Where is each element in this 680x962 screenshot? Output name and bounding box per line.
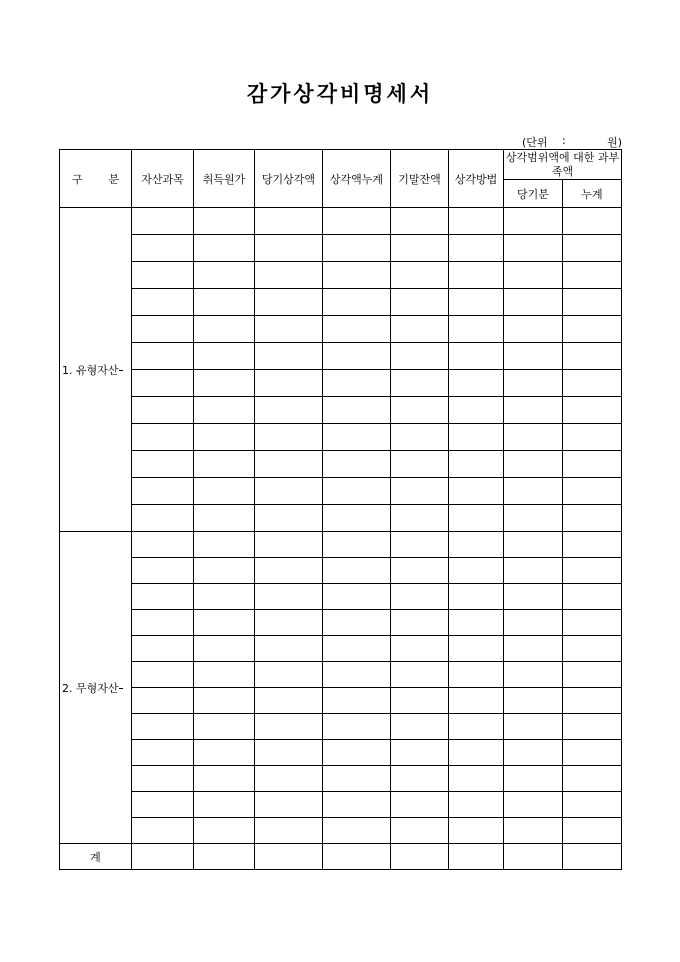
table-cell[interactable]	[255, 636, 323, 662]
page-title: 감가상각비명세서	[246, 81, 434, 106]
table-cell[interactable]	[323, 662, 391, 688]
table-cell[interactable]	[255, 688, 323, 714]
table-cell[interactable]	[194, 424, 255, 451]
table-cell[interactable]	[449, 289, 504, 316]
table-cell[interactable]	[255, 424, 323, 451]
header-excess-group: 상각범위액에 대한 과부족액	[504, 150, 622, 180]
table-cell[interactable]	[449, 792, 504, 818]
table-cell[interactable]	[132, 505, 194, 532]
table-row	[60, 478, 622, 505]
table-cell[interactable]	[255, 610, 323, 636]
table-row	[60, 505, 622, 532]
table-cell[interactable]	[504, 662, 563, 688]
table-cell[interactable]	[391, 662, 449, 688]
table-cell[interactable]	[323, 818, 391, 844]
table-cell[interactable]	[449, 505, 504, 532]
table-cell[interactable]	[504, 397, 563, 424]
table-cell[interactable]	[255, 792, 323, 818]
table-cell[interactable]	[132, 424, 194, 451]
table-cell[interactable]	[255, 451, 323, 478]
table-row	[60, 424, 622, 451]
table-cell[interactable]	[504, 532, 563, 558]
table-cell[interactable]	[391, 558, 449, 584]
table-cell[interactable]	[323, 397, 391, 424]
table-cell[interactable]	[449, 584, 504, 610]
table-cell[interactable]	[323, 610, 391, 636]
table-cell[interactable]	[323, 424, 391, 451]
unit-close: 원)	[607, 136, 622, 149]
table-cell[interactable]	[391, 451, 449, 478]
table-cell[interactable]	[449, 424, 504, 451]
table-body	[60, 208, 622, 870]
table-cell[interactable]	[132, 451, 194, 478]
table-cell[interactable]	[132, 532, 194, 558]
table-row	[60, 208, 622, 235]
table-cell[interactable]	[255, 818, 323, 844]
table-cell[interactable]	[391, 532, 449, 558]
table-cell[interactable]	[563, 662, 622, 688]
table-cell[interactable]	[194, 662, 255, 688]
total-row	[60, 844, 622, 870]
header-gubun	[60, 150, 132, 208]
table-cell[interactable]	[563, 316, 622, 343]
table-cell[interactable]	[563, 610, 622, 636]
table-cell[interactable]	[563, 235, 622, 262]
section-label-cell	[60, 532, 132, 844]
table-cell[interactable]	[132, 844, 194, 870]
table-cell[interactable]	[323, 451, 391, 478]
table-cell[interactable]	[449, 610, 504, 636]
table-cell[interactable]	[194, 235, 255, 262]
table-cell[interactable]	[194, 688, 255, 714]
table-cell[interactable]	[255, 584, 323, 610]
table-cell[interactable]	[194, 610, 255, 636]
table-cell[interactable]	[132, 662, 194, 688]
table-cell[interactable]	[391, 397, 449, 424]
table-cell[interactable]	[449, 370, 504, 397]
unit-open: (단위	[522, 136, 548, 149]
table-cell[interactable]	[563, 766, 622, 792]
table-cell[interactable]	[504, 688, 563, 714]
table-cell[interactable]	[255, 766, 323, 792]
table-row	[60, 584, 622, 610]
table-cell[interactable]	[391, 636, 449, 662]
table-cell[interactable]	[449, 532, 504, 558]
table-cell[interactable]	[391, 584, 449, 610]
table-cell[interactable]	[391, 316, 449, 343]
table-cell[interactable]	[194, 818, 255, 844]
table-cell[interactable]	[255, 505, 323, 532]
table-cell[interactable]	[563, 532, 622, 558]
table-cell[interactable]	[323, 636, 391, 662]
table-cell[interactable]	[132, 688, 194, 714]
table-cell[interactable]	[504, 792, 563, 818]
table-cell[interactable]	[504, 610, 563, 636]
table-cell[interactable]	[391, 792, 449, 818]
table-cell[interactable]	[504, 844, 563, 870]
table-cell[interactable]	[391, 610, 449, 636]
table-cell[interactable]	[449, 478, 504, 505]
table-cell[interactable]	[132, 558, 194, 584]
table-cell[interactable]	[504, 370, 563, 397]
table-cell[interactable]	[563, 792, 622, 818]
table-cell[interactable]	[255, 844, 323, 870]
table-row	[60, 610, 622, 636]
section-label: 2. 무형자산	[62, 681, 119, 695]
table-cell[interactable]	[132, 289, 194, 316]
table-cell[interactable]	[132, 818, 194, 844]
table-row	[60, 688, 622, 714]
table-cell[interactable]	[323, 370, 391, 397]
table-cell[interactable]	[449, 343, 504, 370]
table-cell[interactable]	[194, 636, 255, 662]
table-cell[interactable]	[132, 740, 194, 766]
table-cell[interactable]	[255, 662, 323, 688]
table-cell[interactable]	[132, 478, 194, 505]
table-cell[interactable]	[563, 636, 622, 662]
table-cell[interactable]	[194, 316, 255, 343]
table-cell[interactable]	[449, 662, 504, 688]
table-cell[interactable]	[255, 740, 323, 766]
header-accumulated-depreciation: 상각액누계	[323, 150, 391, 208]
table-cell[interactable]	[132, 792, 194, 818]
table-cell[interactable]	[449, 818, 504, 844]
table-cell[interactable]	[323, 558, 391, 584]
table-cell[interactable]	[255, 532, 323, 558]
header-excess-cumulative: 누계	[563, 180, 622, 208]
table-cell[interactable]	[449, 316, 504, 343]
table-cell[interactable]	[449, 636, 504, 662]
table-cell[interactable]	[194, 343, 255, 370]
table-cell[interactable]	[194, 584, 255, 610]
table-cell[interactable]	[449, 235, 504, 262]
header-account: 자산과목	[132, 150, 194, 208]
table-cell[interactable]	[563, 208, 622, 235]
table-cell[interactable]	[504, 451, 563, 478]
table-row	[60, 397, 622, 424]
table-row	[60, 636, 622, 662]
table-cell[interactable]	[194, 766, 255, 792]
table-cell[interactable]	[132, 316, 194, 343]
table-cell[interactable]	[132, 208, 194, 235]
table-row	[60, 451, 622, 478]
table-cell[interactable]	[563, 451, 622, 478]
table-cell[interactable]	[391, 235, 449, 262]
table-cell[interactable]	[449, 451, 504, 478]
table-cell[interactable]	[504, 478, 563, 505]
table-cell[interactable]	[449, 262, 504, 289]
table-cell[interactable]	[194, 740, 255, 766]
table-cell[interactable]	[563, 818, 622, 844]
table-cell[interactable]	[391, 740, 449, 766]
table-cell[interactable]	[449, 397, 504, 424]
table-cell[interactable]	[504, 766, 563, 792]
table-cell[interactable]	[391, 844, 449, 870]
table-cell[interactable]	[132, 636, 194, 662]
table-row	[60, 316, 622, 343]
table-cell[interactable]	[504, 505, 563, 532]
table-cell[interactable]	[194, 208, 255, 235]
table-cell[interactable]	[132, 262, 194, 289]
table-cell[interactable]	[255, 478, 323, 505]
table-cell[interactable]	[132, 584, 194, 610]
table-cell[interactable]	[132, 766, 194, 792]
header-ending-balance: 기말잔액	[391, 150, 449, 208]
section-label: 1. 유형자산	[62, 363, 119, 377]
table-cell[interactable]	[194, 397, 255, 424]
table-cell[interactable]	[563, 262, 622, 289]
table-cell[interactable]	[449, 208, 504, 235]
header-current-depreciation: 당기상각액	[255, 150, 323, 208]
table-cell[interactable]	[255, 316, 323, 343]
table-row	[60, 818, 622, 844]
header-method: 상각방법	[449, 150, 504, 208]
total-label: 계	[60, 844, 132, 870]
table-cell[interactable]	[323, 289, 391, 316]
table-cell[interactable]	[563, 397, 622, 424]
table-cell[interactable]	[323, 316, 391, 343]
table-cell[interactable]	[449, 844, 504, 870]
table-cell[interactable]	[391, 766, 449, 792]
table-cell[interactable]	[504, 818, 563, 844]
table-cell[interactable]	[194, 532, 255, 558]
section-label-dash	[119, 370, 123, 371]
unit-colon: :	[562, 134, 566, 147]
table-row	[60, 740, 622, 766]
table-cell[interactable]	[449, 558, 504, 584]
table-cell[interactable]	[504, 289, 563, 316]
table-cell[interactable]	[194, 558, 255, 584]
table-row	[60, 766, 622, 792]
table-cell[interactable]	[255, 343, 323, 370]
table-cell[interactable]	[504, 584, 563, 610]
table-cell[interactable]	[194, 714, 255, 740]
table-cell[interactable]	[323, 505, 391, 532]
table-cell[interactable]	[391, 818, 449, 844]
table-cell[interactable]	[391, 343, 449, 370]
table-row	[60, 235, 622, 262]
table-cell[interactable]	[391, 688, 449, 714]
table-cell[interactable]	[194, 478, 255, 505]
table-cell[interactable]	[449, 688, 504, 714]
table-cell[interactable]	[323, 235, 391, 262]
table-cell[interactable]	[255, 714, 323, 740]
table-cell[interactable]	[255, 235, 323, 262]
table-cell[interactable]	[323, 584, 391, 610]
table-cell[interactable]	[449, 740, 504, 766]
section-label-cell	[60, 208, 132, 532]
table-cell[interactable]	[563, 478, 622, 505]
table-cell[interactable]	[132, 714, 194, 740]
table-row	[60, 714, 622, 740]
table-cell[interactable]	[323, 766, 391, 792]
depreciation-table	[59, 149, 622, 870]
table-cell[interactable]	[132, 343, 194, 370]
table-cell[interactable]	[449, 714, 504, 740]
table-cell[interactable]	[563, 740, 622, 766]
table-row	[60, 558, 622, 584]
table-cell[interactable]	[132, 235, 194, 262]
table-cell[interactable]	[563, 424, 622, 451]
table-cell[interactable]	[194, 451, 255, 478]
table-cell[interactable]	[323, 208, 391, 235]
table-cell[interactable]	[563, 714, 622, 740]
table-cell[interactable]	[504, 424, 563, 451]
header-row-top	[60, 150, 622, 180]
table-cell[interactable]	[194, 505, 255, 532]
table-row	[60, 289, 622, 316]
header-gubun-2: 분	[108, 172, 120, 186]
table-cell[interactable]	[504, 740, 563, 766]
table-cell[interactable]	[563, 343, 622, 370]
table-cell[interactable]	[504, 343, 563, 370]
table-cell[interactable]	[194, 262, 255, 289]
table-cell[interactable]	[255, 208, 323, 235]
table-cell[interactable]	[391, 714, 449, 740]
section-label-dash	[119, 688, 123, 689]
table-cell[interactable]	[563, 688, 622, 714]
table-cell[interactable]	[255, 262, 323, 289]
table-cell[interactable]	[194, 370, 255, 397]
table-cell[interactable]	[194, 792, 255, 818]
table-cell[interactable]	[391, 370, 449, 397]
table-cell[interactable]	[504, 208, 563, 235]
header-excess-current: 당기분	[504, 180, 563, 208]
table-cell[interactable]	[323, 714, 391, 740]
table-row	[60, 262, 622, 289]
table-cell[interactable]	[323, 688, 391, 714]
table-cell[interactable]	[323, 262, 391, 289]
table-cell[interactable]	[563, 370, 622, 397]
table-cell[interactable]	[323, 792, 391, 818]
header-gubun-1: 구	[71, 172, 83, 186]
table-cell[interactable]	[563, 584, 622, 610]
table-cell[interactable]	[504, 558, 563, 584]
table-cell[interactable]	[323, 532, 391, 558]
table-cell[interactable]	[255, 397, 323, 424]
table-cell[interactable]	[391, 424, 449, 451]
table-cell[interactable]	[504, 714, 563, 740]
table-cell[interactable]	[132, 397, 194, 424]
table-cell[interactable]	[255, 558, 323, 584]
table-cell[interactable]	[132, 610, 194, 636]
table-cell[interactable]	[132, 370, 194, 397]
table-cell[interactable]	[194, 844, 255, 870]
table-cell[interactable]	[194, 289, 255, 316]
table-cell[interactable]	[391, 478, 449, 505]
table-cell[interactable]	[255, 370, 323, 397]
table-cell[interactable]	[563, 289, 622, 316]
table-row	[60, 662, 622, 688]
table-cell[interactable]	[391, 208, 449, 235]
table-cell[interactable]	[323, 478, 391, 505]
table-cell[interactable]	[563, 558, 622, 584]
table-cell[interactable]	[391, 289, 449, 316]
table-cell[interactable]	[504, 235, 563, 262]
table-cell[interactable]	[504, 636, 563, 662]
table-row	[60, 343, 622, 370]
table-cell[interactable]	[255, 289, 323, 316]
table-row	[60, 532, 622, 558]
table-cell[interactable]	[504, 316, 563, 343]
table-cell[interactable]	[391, 262, 449, 289]
table-cell[interactable]	[323, 740, 391, 766]
table-row	[60, 370, 622, 397]
table-cell[interactable]	[504, 262, 563, 289]
table-cell[interactable]	[563, 505, 622, 532]
table-row	[60, 792, 622, 818]
table-cell[interactable]	[563, 844, 622, 870]
table-cell[interactable]	[323, 343, 391, 370]
header-acquisition-cost: 취득원가	[194, 150, 255, 208]
table-cell[interactable]	[391, 505, 449, 532]
table-cell[interactable]	[323, 844, 391, 870]
table-cell[interactable]	[449, 766, 504, 792]
